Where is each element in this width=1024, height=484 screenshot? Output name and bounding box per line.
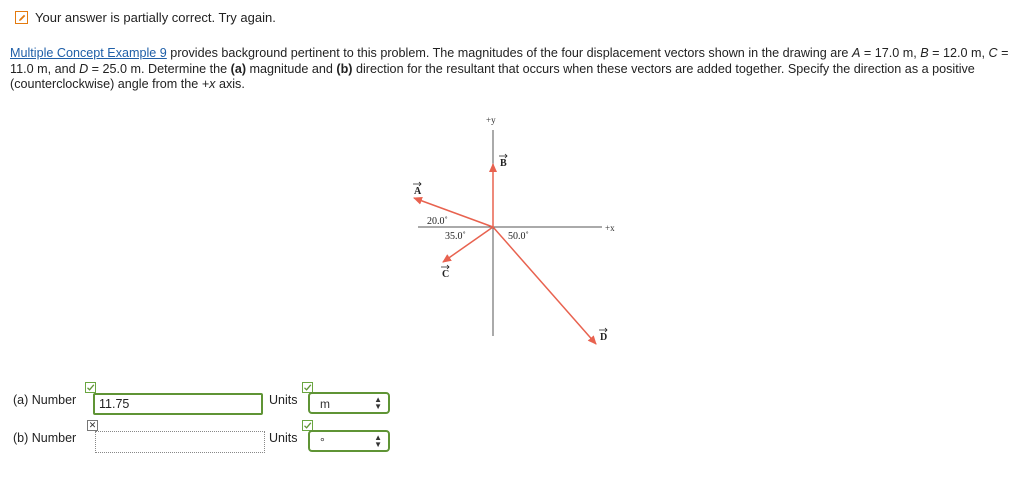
vector-d-arrow (493, 227, 596, 344)
answer-b-unit-value: ° (320, 435, 325, 449)
svg-text:B: B (500, 158, 507, 169)
answer-b-incorrect-icon: ✕ (88, 420, 97, 430)
svg-text:D: D (600, 332, 608, 343)
x-axis-label: +x (605, 223, 615, 233)
vector-a-label (413, 182, 422, 197)
answer-b-number-input[interactable] (95, 431, 265, 453)
answer-a-unit-value: m (320, 397, 330, 411)
answer-a-number-input[interactable] (93, 393, 263, 415)
answer-a-label: (a) Number (13, 393, 77, 407)
vector-a-arrow (414, 198, 493, 227)
vector-b-label (499, 154, 507, 169)
vector-c-label (441, 265, 449, 280)
select-arrows-icon: ▲ ▼ (374, 433, 382, 449)
svg-text:C: C (442, 269, 450, 280)
angle-d-label: 50.0˚ (508, 231, 529, 242)
y-axis-label: +y (486, 115, 496, 125)
answer-a-correct-icon (85, 382, 96, 393)
status-message: Your answer is partially correct. Try again. (35, 10, 276, 25)
answer-b-units-label: Units (269, 431, 298, 445)
pencil-icon (15, 11, 28, 24)
answer-a-units-select[interactable] (308, 392, 390, 414)
answer-b-units-select[interactable] (308, 430, 390, 452)
svg-text:A: A (414, 186, 422, 197)
select-arrows-icon: ▲ ▼ (374, 395, 382, 411)
answer-a-units-label: Units (269, 393, 298, 407)
angle-c-label: 35.0˚ (445, 231, 466, 242)
problem-statement: Multiple Concept Example 9 provides background pertinent to this problem. The magnitudes of the four displacement vectors shown in the drawing are A = 17.0 m, B = 12.0 m, C = 11.0 m, and D = 25.0 m. Determine the (a) magnitude and (b) direction for the resultant that occurs when these vectors are added together. Specify the direction as a positive (counterclockwise) angle from the +x axis. (10, 46, 1009, 91)
vector-diagram (400, 110, 640, 360)
concept-example-link[interactable]: Multiple Concept Example 9 (10, 46, 167, 60)
angle-a-label: 20.0˚ (427, 216, 448, 227)
answer-b-label: (b) Number (13, 431, 77, 445)
vector-d-label (599, 328, 607, 343)
answer-status (15, 10, 276, 25)
